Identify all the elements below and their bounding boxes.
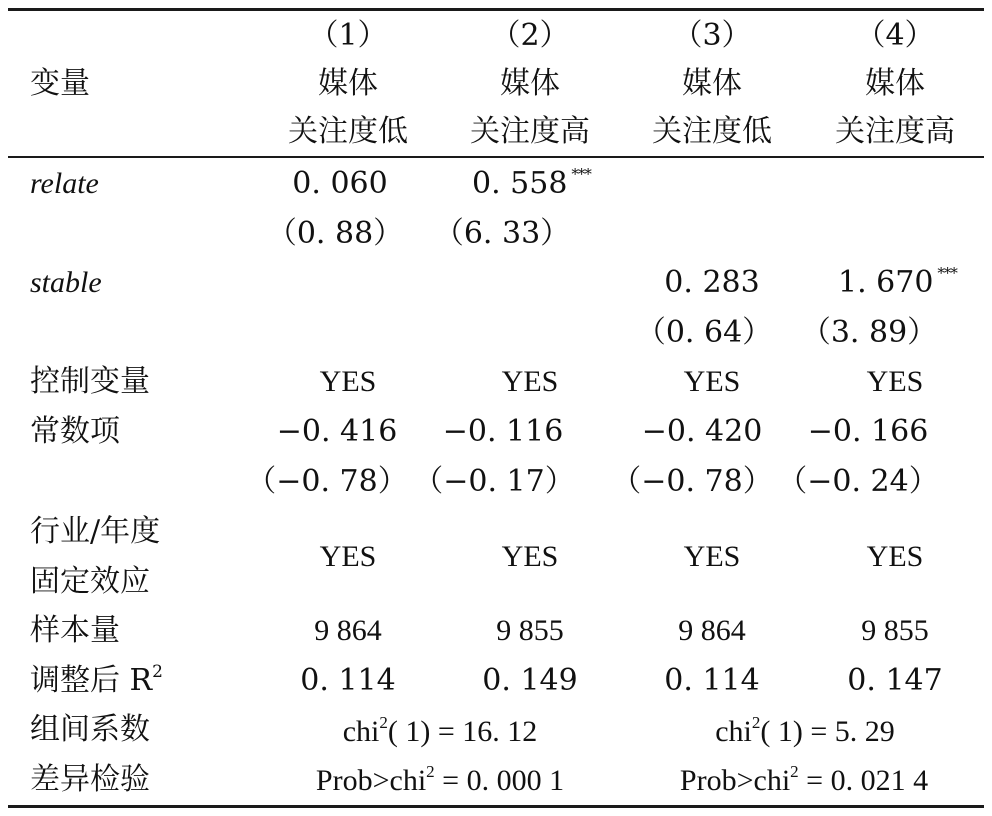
constant-coef-col4: −0. 166 xyxy=(807,414,929,449)
col1-number: （1） xyxy=(308,18,388,53)
adj-r2-col4: 0. 147 xyxy=(847,663,943,698)
constant-label: 常数项 xyxy=(30,414,120,449)
sample-size-col3: 9 864 xyxy=(678,614,746,647)
sample-size-col1: 9 864 xyxy=(314,614,382,647)
fixed-effects-col1: YES xyxy=(319,540,377,573)
bottom-rule xyxy=(8,805,984,808)
controls-col4: YES xyxy=(866,365,924,398)
stable-t-col4: （3. 89） xyxy=(800,315,938,350)
controls-col1: YES xyxy=(319,365,377,398)
chi2-group2: chi$^2$( 1) = 5. 29 xyxy=(715,713,895,748)
coef-diff-label-line1: 组间系数 xyxy=(30,712,150,747)
sample-size-label: 样本量 xyxy=(30,613,120,648)
constant-coef-col3: −0. 420 xyxy=(641,414,763,449)
significance-stars: *** xyxy=(937,264,957,282)
constant-t-col1: （−0. 78） xyxy=(246,464,408,499)
col1-subtitle: 关注度低 xyxy=(288,114,408,149)
adj-r2-label: 调整后 $R^2$ xyxy=(30,662,163,698)
controls-label: 控制变量 xyxy=(30,364,150,399)
significance-stars: *** xyxy=(571,165,591,183)
sample-size-col4: 9 855 xyxy=(861,614,929,647)
coef-diff-label-line2: 差异检验 xyxy=(30,762,150,797)
relate-label: relate xyxy=(30,167,99,200)
constant-t-col4: （−0. 24） xyxy=(777,464,939,499)
constant-coef-col1: −0. 416 xyxy=(276,414,398,449)
col2-title: 媒体 xyxy=(500,66,560,101)
col2-number: （2） xyxy=(490,18,570,53)
col1-title: 媒体 xyxy=(318,66,378,101)
header-rule xyxy=(8,156,984,158)
sample-size-col2: 9 855 xyxy=(496,614,564,647)
chi2-group1: chi$^2$( 1) = 16. 12 xyxy=(342,713,538,748)
adj-r2-col1: 0. 114 xyxy=(300,663,396,698)
adj-r2-col2: 0. 149 xyxy=(482,663,578,698)
col2-subtitle: 关注度高 xyxy=(470,114,590,149)
relate-coef-col2: 0. 558 *** xyxy=(472,165,591,201)
col3-subtitle: 关注度低 xyxy=(652,114,772,149)
prob-group2: Prob>chi$^2$ = 0. 021 4 xyxy=(679,762,929,797)
adj-r2-col3: 0. 114 xyxy=(664,663,760,698)
col4-number: （4） xyxy=(855,18,935,53)
controls-col3: YES xyxy=(683,365,741,398)
col3-number: （3） xyxy=(672,18,752,53)
variable-header: 变量 xyxy=(30,66,90,101)
constant-coef-col2: −0. 116 xyxy=(442,414,564,449)
col4-title: 媒体 xyxy=(865,66,925,101)
col4-subtitle: 关注度高 xyxy=(835,114,955,149)
fixed-effects-col3: YES xyxy=(683,540,741,573)
stable-label: stable xyxy=(30,266,102,299)
relate-t-col2: （6. 33） xyxy=(433,216,571,251)
prob-group1: Prob>chi$^2$ = 0. 000 1 xyxy=(315,762,565,797)
superscript: 2 xyxy=(152,662,163,682)
constant-t-col2: （−0. 17） xyxy=(413,464,575,499)
fixed-effects-label-line2: 固定效应 xyxy=(30,564,150,599)
fixed-effects-col2: YES xyxy=(501,540,559,573)
controls-col2: YES xyxy=(501,365,559,398)
relate-t-col1: （0. 88） xyxy=(266,216,404,251)
stable-coef-col4: 1. 670 *** xyxy=(838,264,957,300)
fixed-effects-label-line1: 行业/年度 xyxy=(30,514,161,549)
col3-title: 媒体 xyxy=(682,66,742,101)
constant-t-col3: （−0. 78） xyxy=(611,464,773,499)
relate-coef-col1: 0. 060 xyxy=(292,166,388,201)
stable-coef-col3: 0. 283 xyxy=(664,265,760,300)
stable-t-col3: （0. 64） xyxy=(635,315,773,350)
fixed-effects-col4: YES xyxy=(866,540,924,573)
top-rule xyxy=(8,8,984,11)
